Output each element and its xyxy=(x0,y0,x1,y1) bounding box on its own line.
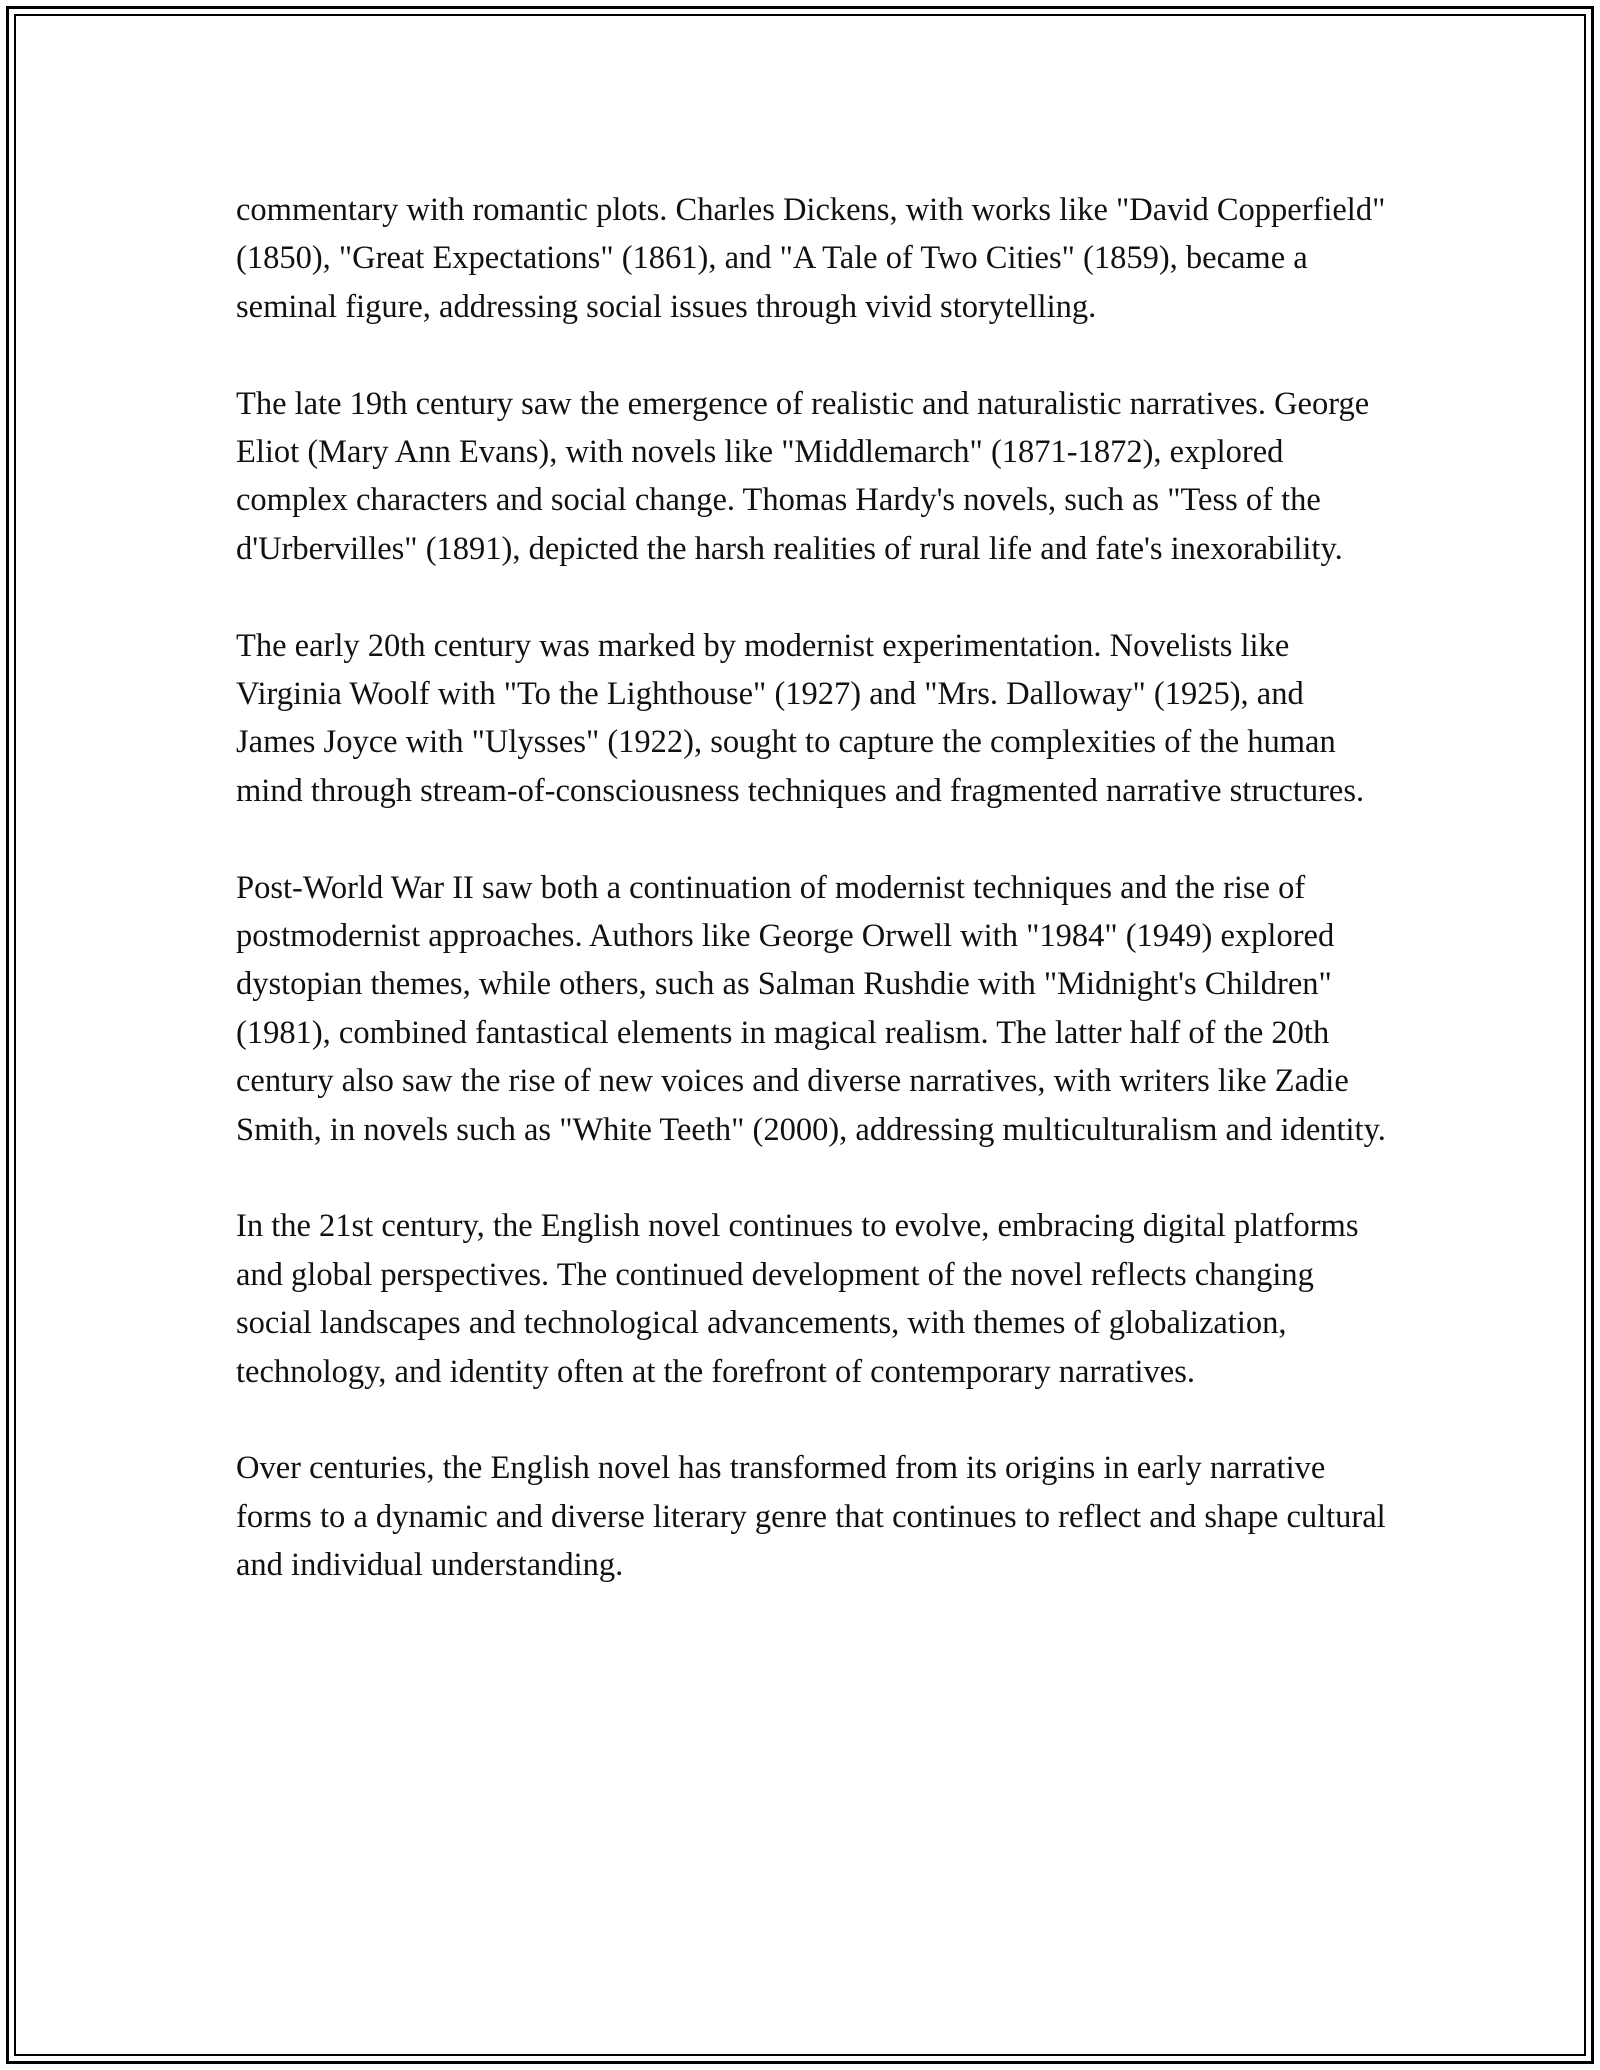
paragraph-late-19th-century: The late 19th century saw the emergence of realistic and naturalistic narratives. George Eliot (Mary Ann Evans), with novels like "Middlemarch" (1871-1872), explored complex characters and social change. Thomas Hardy's novels, such as "Tess of the d'Urbervilles" (1891), depicted the harsh realities of rural life and fate's inexorability. xyxy=(236,385,1370,567)
paragraph-conclusion: Over centuries, the English novel has transformed from its origins in early narrative forms to a dynamic and diverse literary genre that continues to reflect and shape cultural and individual understanding. xyxy=(236,1450,1386,1584)
paragraph-21st-century: In the 21st century, the English novel continues to evolve, embracing digital platforms and global perspectives. The continued development of the novel reflects changing social landscapes and technological advancements, with themes of globalization, technology, and identity often at the forefront of contemporary narratives. xyxy=(236,1208,1359,1390)
document-body xyxy=(236,186,1386,1590)
paragraph-post-world-war-ii: Post-World War II saw both a continuation of modernist techniques and the rise of postmodernist approaches. Authors like George Orwell with "1984" (1949) explored dystopian themes, while others, such as Salman Rushdie with "Midnight's Children" (1981), combined fantastical elements in magical realism. The latter half of the 20th century also saw the rise of new voices and diverse narratives, with writers like Zadie Smith, in novels such as "White Teeth" (2000), addressing multiculturalism and identity. xyxy=(236,869,1386,1148)
paragraph-dickens: commentary with romantic plots. Charles Dickens, with works like "David Copperfield" (1850), "Great Expectations" (1861), and "A Tale of Two Cities" (1859), became a seminal figure, addressing social issues through vivid storytelling. xyxy=(236,192,1386,325)
paragraph-early-20th-century: The early 20th century was marked by modernist experimentation. Novelists like Virginia Woolf with "To the Lighthouse" (1927) and "Mrs. Dalloway" (1925), and James Joyce with "Ulysses" (1922), sought to capture the complexities of the human mind through stream-of-consciousness techniques and fragmented narrative structures. xyxy=(236,627,1365,809)
